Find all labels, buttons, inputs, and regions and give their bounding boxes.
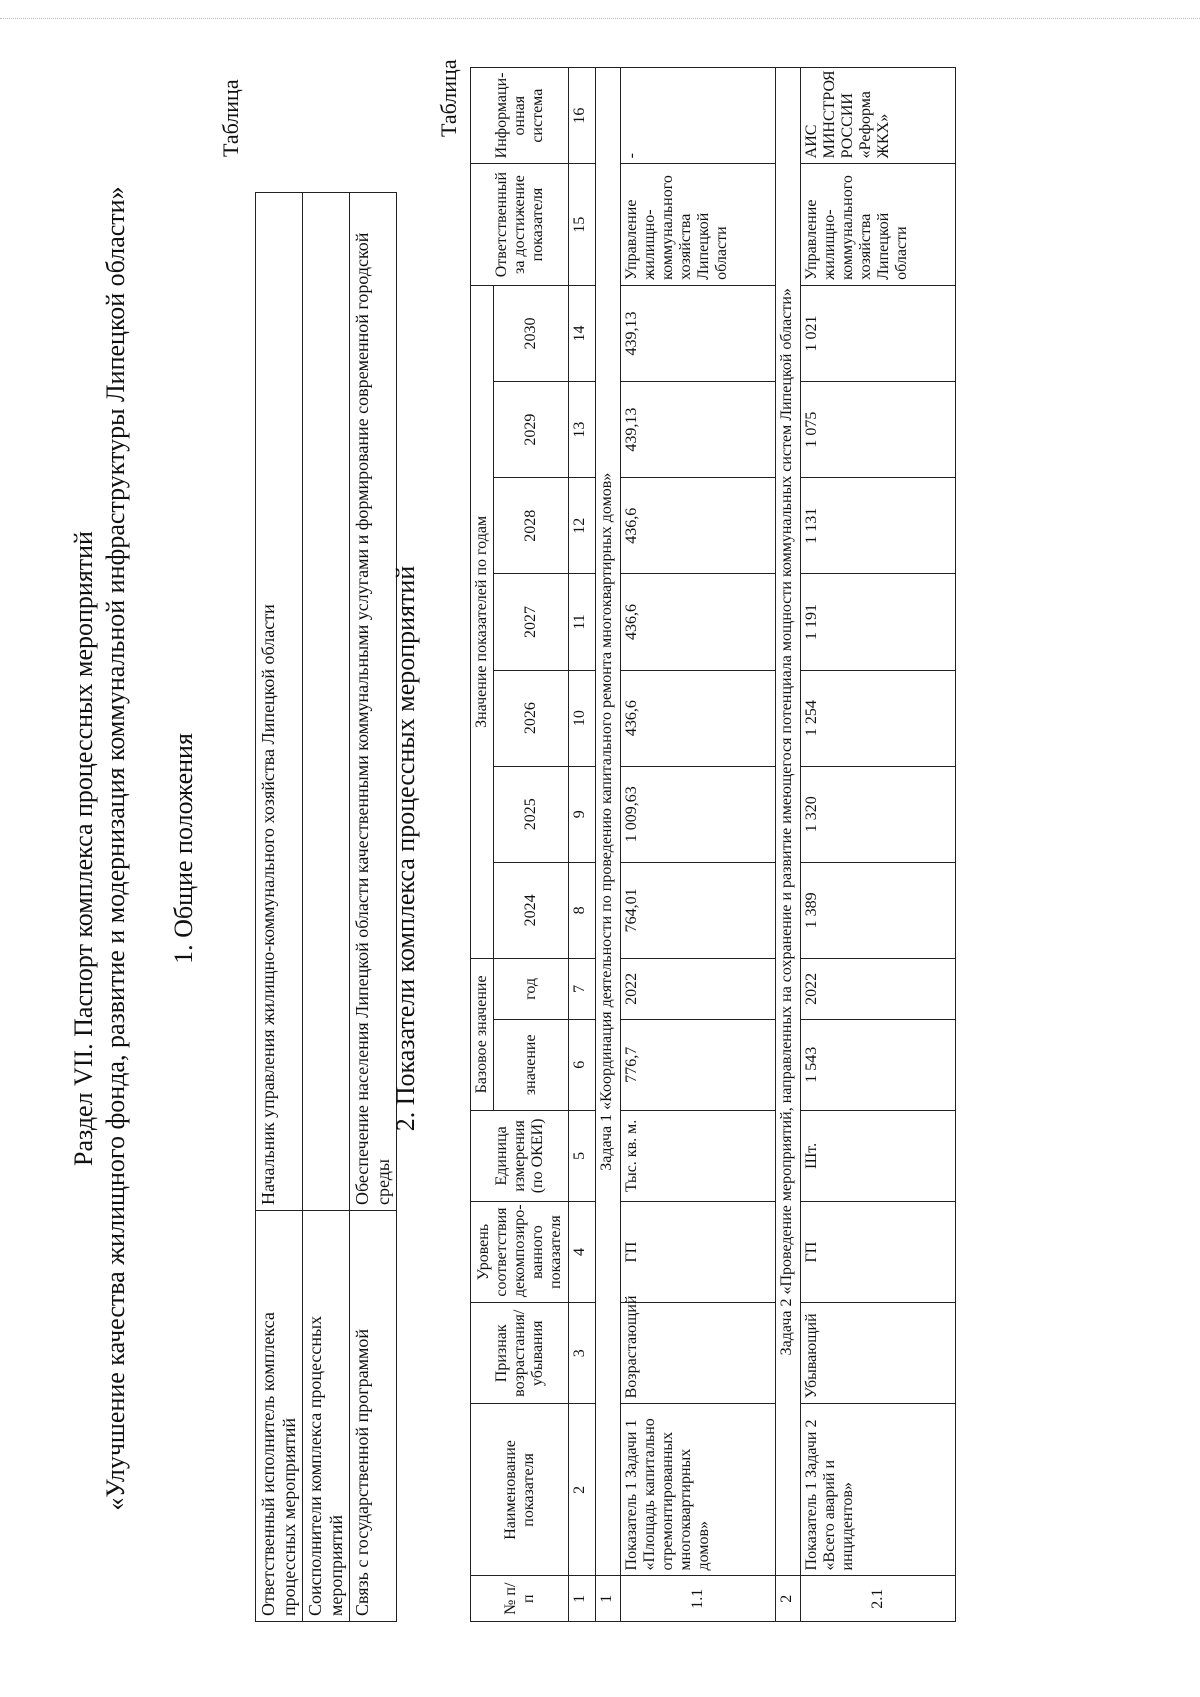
header-year: 2027 bbox=[494, 574, 569, 670]
indicator-year-value: 436,6 bbox=[621, 478, 776, 574]
indicator-level: ГП bbox=[801, 1201, 956, 1302]
indicator-year-value: 439,13 bbox=[621, 285, 776, 381]
col-number: 14 bbox=[569, 285, 596, 381]
col-number: 3 bbox=[569, 1303, 596, 1404]
indicator-name: Показатель 1 Задачи 2 «Всего аварий и инцидентов» bbox=[801, 1404, 956, 1576]
indicators-table-label: Таблица bbox=[436, 59, 461, 137]
indicator-year-value: 436,6 bbox=[621, 670, 776, 766]
col-number: 10 bbox=[569, 670, 596, 766]
indicator-base-value: 1 543 bbox=[801, 1019, 956, 1110]
indicator-year-value: 1 254 bbox=[801, 670, 956, 766]
indicator-responsible: Управление жилищно-коммунального хозяйства Липецкой области bbox=[621, 164, 776, 285]
col-number: 7 bbox=[569, 959, 596, 1020]
col-number: 5 bbox=[569, 1110, 596, 1201]
indicator-row bbox=[801, 68, 956, 1622]
general-row bbox=[303, 193, 350, 1622]
col-number: 6 bbox=[569, 1019, 596, 1110]
header-year: 2024 bbox=[494, 862, 569, 958]
indicator-unit: Тыс. кв. м. bbox=[621, 1110, 776, 1201]
general-row bbox=[256, 193, 303, 1622]
indicator-num: 2.1 bbox=[801, 1576, 956, 1622]
task-row bbox=[776, 68, 801, 1622]
general-key: Связь с государственной программой bbox=[350, 1211, 397, 1622]
header-year: 2026 bbox=[494, 670, 569, 766]
indicator-year-value: 1 320 bbox=[801, 766, 956, 862]
indicators-table bbox=[470, 67, 956, 1622]
header-base-value: значение bbox=[494, 1019, 569, 1110]
task-row bbox=[596, 68, 621, 1622]
col-number: 11 bbox=[569, 574, 596, 670]
header-sign: Признак возрастания/ убывания bbox=[471, 1303, 569, 1404]
indicator-base-year: 2022 bbox=[801, 959, 956, 1020]
header-name: Наименование показателя bbox=[471, 1404, 569, 1576]
col-number: 15 bbox=[569, 164, 596, 285]
indicator-year-value: 1 191 bbox=[801, 574, 956, 670]
header-row bbox=[471, 68, 494, 1622]
header-level: Уровень соответствия декомпозиро-ванного показателя bbox=[471, 1201, 569, 1302]
indicator-year-value: 1 389 bbox=[801, 862, 956, 958]
col-number: 2 bbox=[569, 1404, 596, 1576]
header-year: 2025 bbox=[494, 766, 569, 862]
general-heading: 1. Общие положения bbox=[169, 733, 198, 964]
indicator-year-value: 1 075 bbox=[801, 382, 956, 478]
header-years-group: Значение показателей по годам bbox=[471, 285, 494, 958]
col-number: 9 bbox=[569, 766, 596, 862]
col-number: 16 bbox=[569, 68, 596, 164]
indicator-year-value: 436,6 bbox=[621, 574, 776, 670]
indicator-name: Показатель 1 Задачи 1 «Площадь капитально отремонтированных многоквартирных домов» bbox=[621, 1404, 776, 1576]
header-unit: Единица измерения (по ОКЕИ) bbox=[471, 1110, 569, 1201]
indicator-info-system: АИС МИНСТРОЯ РОССИИ «Реформа ЖКХ» bbox=[801, 68, 956, 164]
indicator-sign: Возрастающий bbox=[621, 1303, 776, 1404]
indicator-year-value: 1 021 bbox=[801, 285, 956, 381]
task-title: Задача 1 «Координация деятельности по проведению капитального ремонта многоквартирных домов» bbox=[596, 68, 621, 1576]
indicator-responsible: Управление жилищно-коммунального хозяйства Липецкой области bbox=[801, 164, 956, 285]
indicator-base-year: 2022 bbox=[621, 959, 776, 1020]
col-number: 8 bbox=[569, 862, 596, 958]
indicators-heading: 2. Показатели комплекса процессных мероприятий bbox=[391, 565, 420, 1132]
indicator-year-value: 1 009,63 bbox=[621, 766, 776, 862]
general-key: Соисполнители комплекса процессных мероприятий bbox=[303, 1211, 350, 1622]
indicator-level: ГП bbox=[621, 1201, 776, 1302]
indicator-unit: Шт. bbox=[801, 1110, 956, 1201]
indicator-num: 1.1 bbox=[621, 1576, 776, 1622]
indicator-row bbox=[621, 68, 776, 1622]
col-number: 1 bbox=[569, 1576, 596, 1622]
indicator-info-system: - bbox=[621, 68, 776, 164]
task-num: 2 bbox=[776, 1576, 801, 1622]
header-num: № п/п bbox=[471, 1576, 569, 1622]
indicator-sign: Убывающий bbox=[801, 1303, 956, 1404]
general-value: Обеспечение населения Липецкой области качественными коммунальными услугами и формирование современной городской среды bbox=[350, 193, 397, 1211]
general-value: Начальник управления жилищно-коммунального хозяйства Липецкой области bbox=[256, 193, 303, 1211]
header-year: 2028 bbox=[494, 478, 569, 574]
general-info-table bbox=[255, 192, 397, 1622]
indicator-year-value: 439,13 bbox=[621, 382, 776, 478]
column-number-row bbox=[569, 68, 596, 1622]
header-year: 2030 bbox=[494, 285, 569, 381]
col-number: 13 bbox=[569, 382, 596, 478]
section-title: Раздел VII. Паспорт комплекса процессных мероприятий bbox=[69, 531, 98, 1166]
general-table-label: Таблица bbox=[218, 79, 243, 157]
header-base: Базовое значение bbox=[471, 959, 494, 1111]
task-title: Задача 2 «Проведение мероприятий, направленных на сохранение и развитие имеющегося потенциала мощности коммунальных систем Липецкой области» bbox=[776, 68, 801, 1576]
indicator-base-value: 776,7 bbox=[621, 1019, 776, 1110]
header-info: Информаци-онная система bbox=[471, 68, 569, 164]
col-number: 12 bbox=[569, 478, 596, 574]
indicator-year-value: 1 131 bbox=[801, 478, 956, 574]
general-value bbox=[303, 193, 350, 1211]
indicator-year-value: 764,01 bbox=[621, 862, 776, 958]
header-responsible: Ответственный за достижение показателя bbox=[471, 164, 569, 285]
header-base-year: год bbox=[494, 959, 569, 1020]
header-year: 2029 bbox=[494, 382, 569, 478]
section-subtitle: «Улучшение качества жилищного фонда, развитие и модернизация коммунальной инфраструктуры Липецкой области» bbox=[101, 186, 130, 1511]
col-number: 4 bbox=[569, 1201, 596, 1302]
general-key: Ответственный исполнитель комплекса процессных мероприятий bbox=[256, 1211, 303, 1622]
task-num: 1 bbox=[596, 1576, 621, 1622]
